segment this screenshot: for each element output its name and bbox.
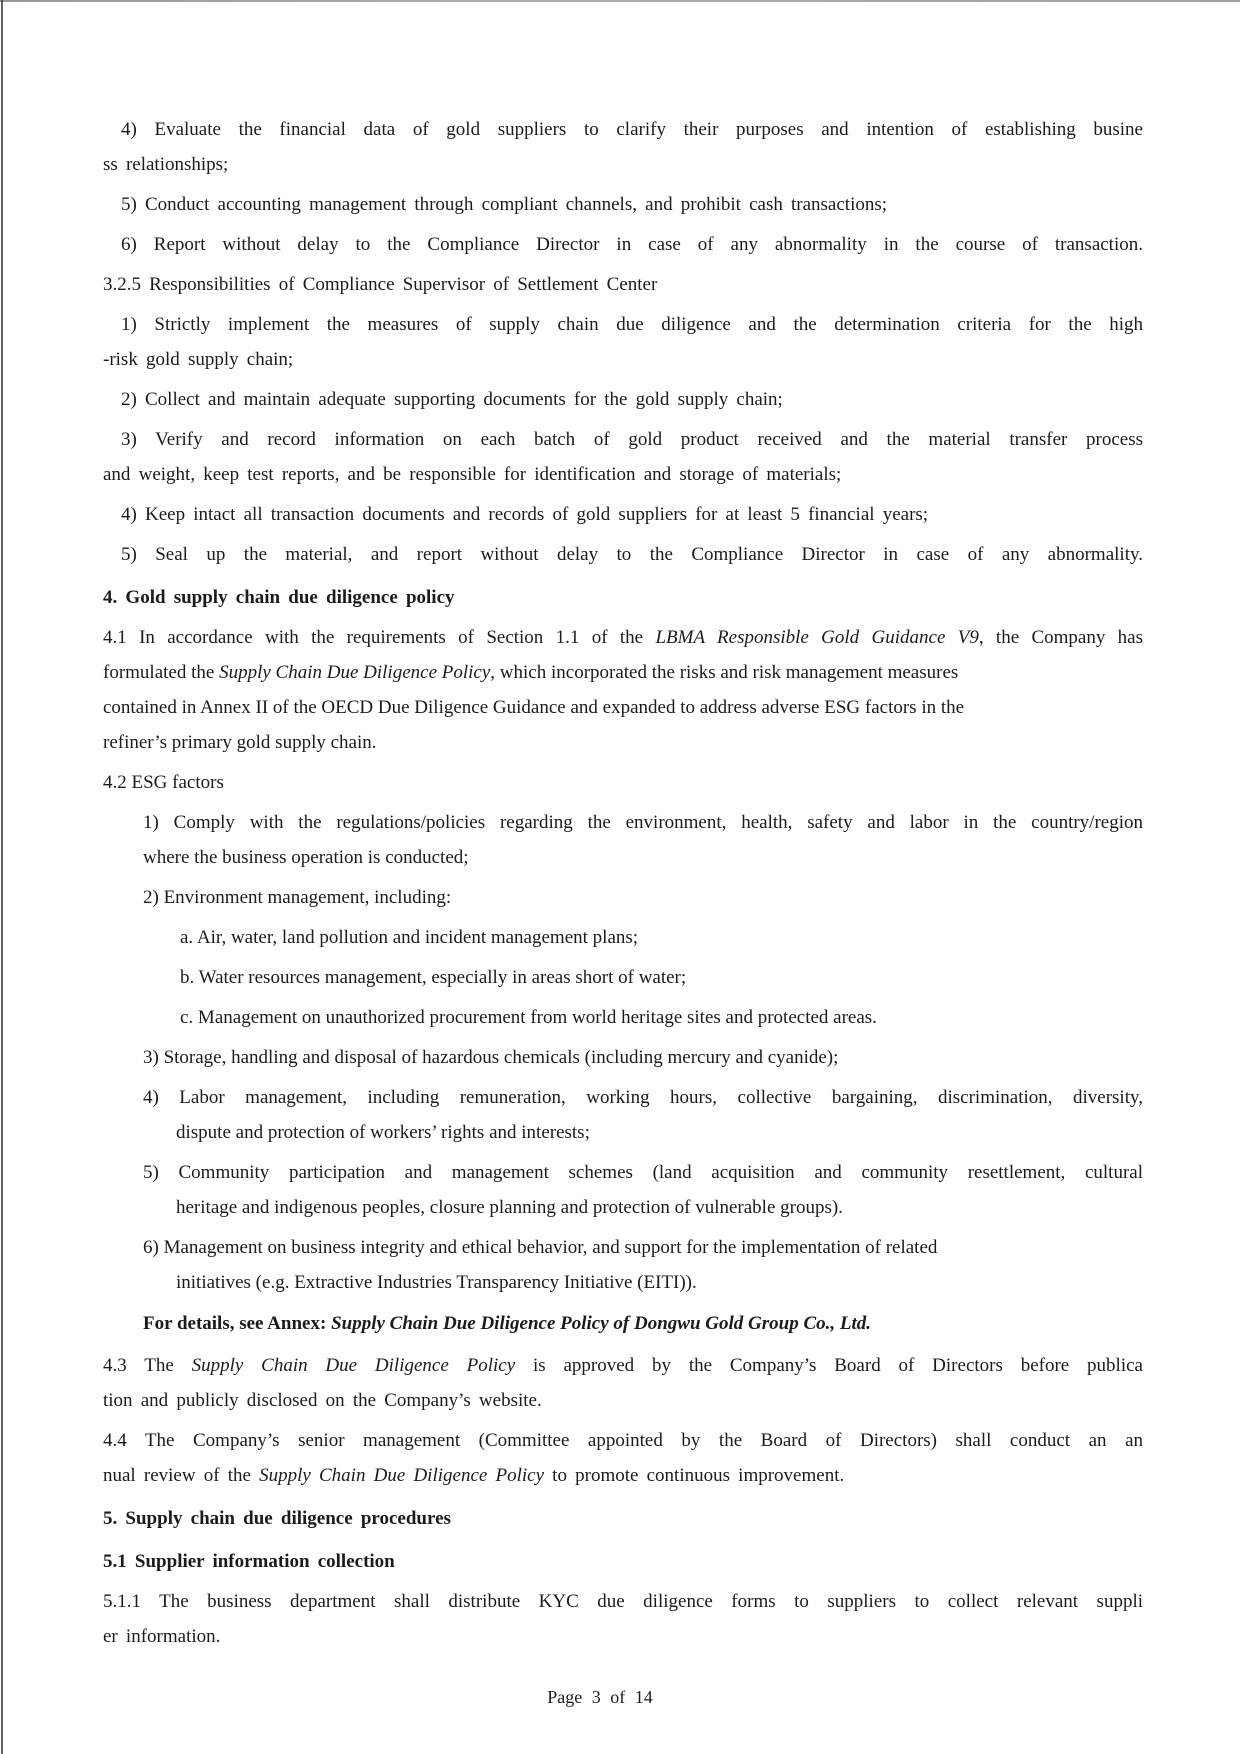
text-run: formulated the [103, 662, 220, 683]
text-run: 2) Collect and maintain adequate supporting documents for the gold supply chain; [121, 389, 783, 410]
text-run: ss relationships; [103, 154, 229, 175]
text-line [103, 342, 1143, 377]
text-line [103, 537, 1143, 572]
text-line [103, 805, 1143, 840]
text-run: contained in Annex II of the OECD Due Diligence Guidance and expanded to address adverse ESG factors in the [103, 697, 965, 718]
text-run: 6) Management on business integrity and ethical behavior, and support for the implementation of related [143, 1237, 938, 1258]
text-line [103, 1306, 1143, 1341]
text-line [103, 227, 1143, 262]
text-line [103, 1080, 1143, 1115]
text-run: b. Water resources management, especially in areas short of water; [180, 967, 687, 988]
text-run: 1) Comply with the regulations/policies regarding the environment, health, safety and labor in the country/region [143, 812, 1143, 833]
esg-item-1 [103, 805, 1143, 875]
text-run: and weight, keep test reports, and be responsible for identification and storage of materials; [103, 464, 842, 485]
italic-text-run: Supply Chain Due Diligence Policy [219, 662, 491, 683]
text-line [103, 620, 1143, 655]
list-item-4-evaluate [103, 112, 1143, 182]
esg-item-4 [103, 1080, 1143, 1150]
text-line [103, 880, 1143, 915]
text-run: 3.2.5 Responsibilities of Compliance Supervisor of Settlement Center [103, 274, 658, 295]
text-run: , the Company has [978, 627, 1143, 648]
text-run: to promote continuous improvement. [544, 1465, 845, 1486]
text-run: 1) Strictly implement the measures of supply chain due diligence and the determination criteria for the high [121, 314, 1143, 335]
para-4-2-title [103, 765, 1143, 800]
text-line [103, 1040, 1143, 1075]
italic-text-run: Supply Chain Due Diligence Policy [259, 1465, 545, 1486]
section-5-heading [103, 1501, 1143, 1536]
text-run: 4) Keep intact all transaction documents and records of gold suppliers for at least 5 financial years; [121, 504, 929, 525]
text-run: a. Air, water, land pollution and incident management plans; [180, 927, 639, 948]
text-line [103, 112, 1143, 147]
document-body [103, 112, 1143, 1659]
text-run: 2) Environment management, including: [143, 887, 452, 908]
text-run: 4.4 The Company’s senior management (Committee appointed by the Board of Directors) shall conduct an an [103, 1430, 1143, 1451]
text-run: tion and publicly disclosed on the Company’s website. [103, 1390, 542, 1411]
esg-item-5 [103, 1155, 1143, 1225]
text-run: where the business operation is conducted; [143, 847, 469, 868]
text-line [103, 1458, 1143, 1493]
text-run: 3) Verify and record information on each batch of gold product received and the material transfer process [121, 429, 1143, 450]
text-line [103, 725, 1143, 760]
text-line [103, 765, 1143, 800]
text-run: 5.1.1 The business department shall distribute KYC due diligence forms to suppliers to collect relevant suppli [103, 1591, 1143, 1612]
esg-item-2b [103, 960, 1143, 995]
text-line [103, 422, 1143, 457]
section-5-1-heading [103, 1544, 1143, 1579]
text-line [103, 1115, 1143, 1150]
text-line [103, 1155, 1143, 1190]
list-item-2-collect [103, 382, 1143, 417]
section-3-2-5-title [103, 267, 1143, 302]
text-line [103, 497, 1143, 532]
text-line [103, 1000, 1143, 1035]
text-run: nual review of the [103, 1465, 260, 1486]
text-run: -risk gold supply chain; [103, 349, 294, 370]
text-run: 5) Conduct accounting management through compliant channels, and prohibit cash transactions; [121, 194, 888, 215]
text-run: is approved by the Company’s Board of Directors before publica [515, 1355, 1143, 1376]
text-run: initiatives (e.g. Extractive Industries Transparency Initiative (EITI)). [176, 1272, 697, 1293]
scan-edge-left [1, 0, 3, 1754]
list-item-1-strictly [103, 307, 1143, 377]
text-line [103, 690, 1143, 725]
text-line [103, 1619, 1143, 1654]
text-run: er information. [103, 1626, 221, 1647]
page-footer: Page 3 of 14 [547, 1687, 653, 1707]
list-item-5-seal [103, 537, 1143, 572]
text-line [103, 267, 1143, 302]
text-line [103, 1190, 1143, 1225]
annex-reference [103, 1306, 1143, 1341]
list-item-5-conduct [103, 187, 1143, 222]
esg-item-2 [103, 880, 1143, 915]
text-line [103, 1230, 1143, 1265]
esg-item-2c [103, 1000, 1143, 1035]
text-run: 4) Evaluate the financial data of gold suppliers to clarify their purposes and intention of establishing busine [121, 119, 1143, 140]
text-run: 4.3 The [103, 1355, 192, 1376]
text-run: 4.1 In accordance with the requirements of Section 1.1 of the [103, 627, 656, 648]
list-item-6-report [103, 227, 1143, 262]
list-item-3-verify [103, 422, 1143, 492]
esg-item-2a [103, 920, 1143, 955]
text-line [103, 307, 1143, 342]
text-run: refiner’s primary gold supply chain. [103, 732, 377, 753]
text-run: 5) Seal up the material, and report without delay to the Compliance Director in case of any abnormality. [121, 544, 1143, 565]
text-run: , which incorporated the risks and risk management measures [490, 662, 959, 683]
italic-text-run: Supply Chain Due Diligence Policy of Dongwu Gold Group Co., Ltd. [331, 1313, 872, 1334]
text-run: c. Management on unauthorized procurement from world heritage sites and protected areas. [180, 1007, 877, 1028]
esg-item-6 [103, 1230, 1143, 1300]
list-item-4-keep [103, 497, 1143, 532]
section-4-heading [103, 580, 1143, 615]
text-line [103, 840, 1143, 875]
text-run: heritage and indigenous peoples, closure planning and protection of vulnerable groups). [176, 1197, 843, 1218]
text-run: 4.2 ESG factors [103, 772, 224, 793]
text-line [103, 457, 1143, 492]
text-line [103, 1584, 1143, 1619]
bold-text-run: 4. Gold supply chain due diligence policy [103, 587, 455, 608]
text-line [103, 655, 1143, 690]
para-5-1-1 [103, 1584, 1143, 1654]
para-4-4 [103, 1423, 1143, 1493]
text-run: 3) Storage, handling and disposal of hazardous chemicals (including mercury and cyanide); [143, 1047, 839, 1068]
bold-text-run: 5. Supply chain due diligence procedures [103, 1508, 451, 1529]
text-line [103, 147, 1143, 182]
text-line [103, 1423, 1143, 1458]
text-line [103, 382, 1143, 417]
text-run: 5) Community participation and management schemes (land acquisition and community resettlement, cultural [143, 1162, 1143, 1183]
text-line [103, 580, 1143, 615]
text-run: 6) Report without delay to the Compliance Director in case of any abnormality in the course of transaction. [121, 234, 1143, 255]
scan-edge-top [0, 0, 1240, 2]
bold-text-run: For details, see Annex: [143, 1313, 332, 1334]
bold-text-run: 5.1 Supplier information collection [103, 1551, 395, 1572]
text-line [103, 1501, 1143, 1536]
text-line [103, 960, 1143, 995]
para-4-3 [103, 1348, 1143, 1418]
text-run: dispute and protection of workers’ rights and interests; [176, 1122, 590, 1143]
italic-text-run: Supply Chain Due Diligence Policy [191, 1355, 516, 1376]
text-line [103, 920, 1143, 955]
text-line [103, 1265, 1143, 1300]
text-line [103, 1383, 1143, 1418]
text-line [103, 187, 1143, 222]
text-run: 4) Labor management, including remuneration, working hours, collective bargaining, discrimination, diversity, [143, 1087, 1143, 1108]
text-line [103, 1348, 1143, 1383]
text-line [103, 1544, 1143, 1579]
para-4-1 [103, 620, 1143, 760]
esg-item-3 [103, 1040, 1143, 1075]
italic-text-run: LBMA Responsible Gold Guidance V9 [655, 627, 979, 648]
